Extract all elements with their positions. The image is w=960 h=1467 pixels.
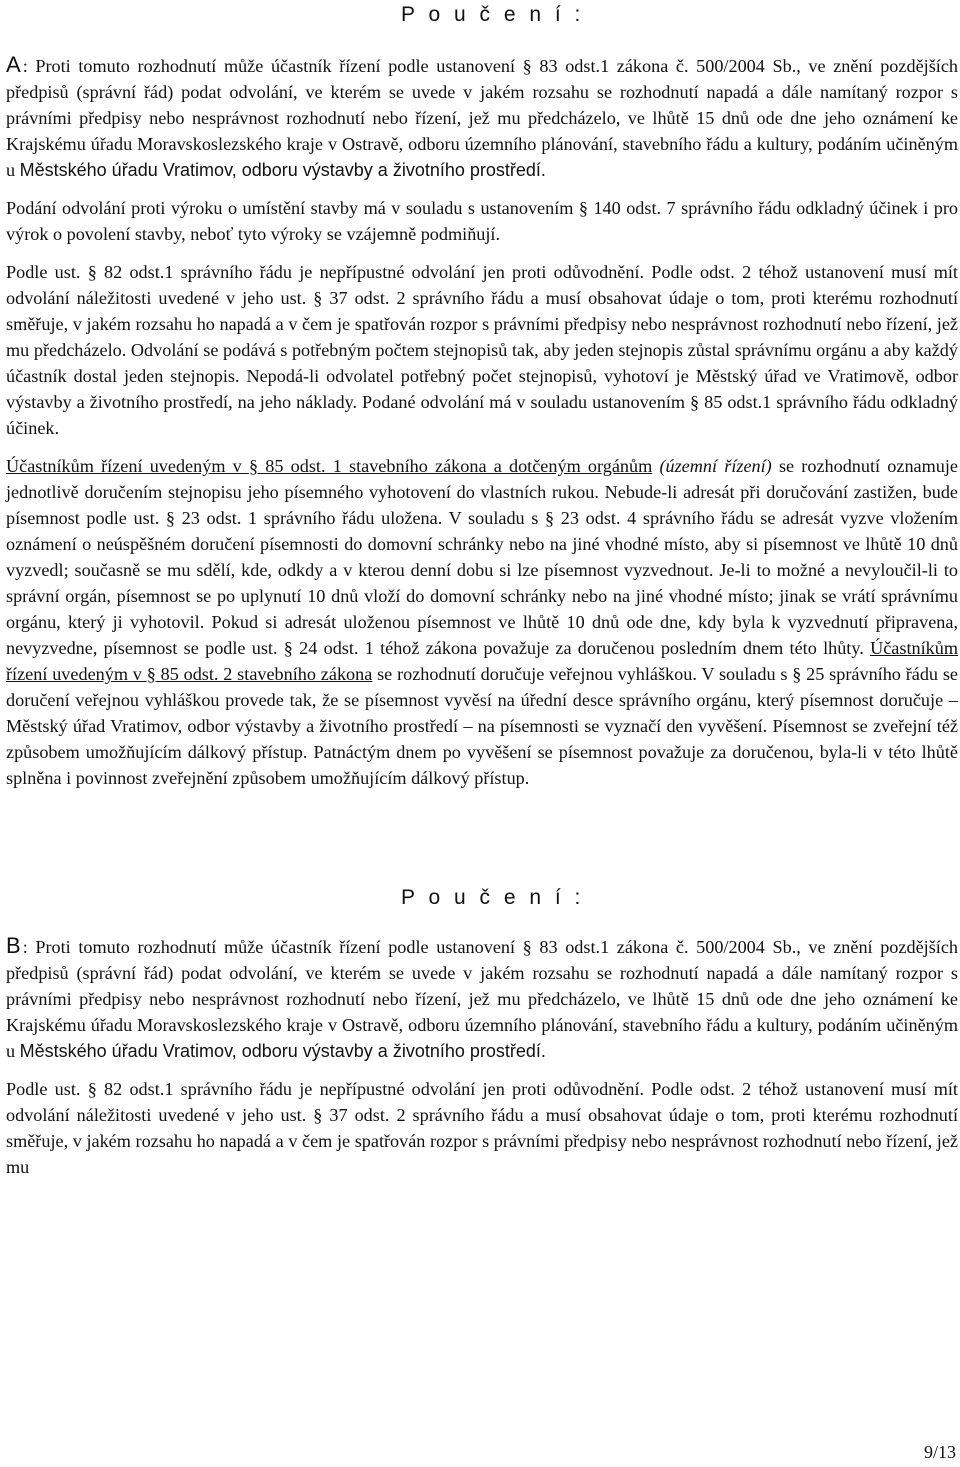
- section-a-appeal-requirements-paragraph: Podle ust. § 82 odst.1 správního řádu je nepřípustné odvolání jen proti odůvodnění. Podle odst. 2 téhož ustanovení musí mít odvolání náležitosti uvedené v jeho ust. § 37 odst. 2 správního řádu a musí obsahovat údaje o tom, proti kterému rozhodnutí směřuje, v jakém rozsahu ho napadá a v čem je spatřován rozpor s právními předpisy nebo nesprávnost rozhodnutí nebo řízení, jež mu předcházelo. Odvolání se podává s potřebným počtem stejnopisů tak, aby jeden stejnopis zůstal správnímu orgánu a aby každý účastník dostal jeden stejnopis. Nepodá-li odvolatel potřebný počet stejnopisů, vyhotoví je Městský úřad ve Vratimově, odbor výstavby a životního prostředí, na jeho náklady. Podané odvolání má v souladu ustanovením § 85 odst.1 správního řádu odkladný účinek.: [6, 262, 958, 438]
- document-page: [6, 0, 958, 1180]
- section-a-public-notice-text: se rozhodnutí doručuje veřejnou vyhláškou. V souladu s § 25 správního řádu se doručení veřejnou vyhláškou provede tak, že se písemnost vyvěsí na úřední desce správního orgánu, který písemnost doručuje – Městský úřad Vratimov, odbor výstavby a životního prostředí – na písemnosti se vyznačí den vyvěšení. Písemnost se zveřejní též způsobem umožňujícím dálkový přístup. Patnáctým dnem po vyvěšení se písemnost považuje za doručenou, byla-li v této lhůtě splněna i povinnost zveřejnění způsobem umožňujícím dálkový přístup.: [6, 664, 958, 788]
- section-a-delivery-paragraph: [6, 453, 958, 791]
- section-b-appeal-text: : Proti tomuto rozhodnutí může účastník řízení podle ustanovení § 83 odst.1 zákona č. 500/2004 Sb., ve znění pozdějších předpisů (správní řád) podat odvolání, ve kterém se uvede v jakém rozsahu se rozhodnutí napadá a dále namítaný rozpor s právními předpisy nebo nesprávnost rozhodnutí nebo řízení, jež mu předcházelo, ve lhůtě 15 dnů ode dne jeho oznámení ke Krajskému úřadu Moravskoslezského kraje v Ostravě, odboru územního plánování, stavebního řádu a kultury, podáním učiněným u: [6, 937, 958, 1061]
- section-b-appeal-requirements-paragraph: Podle ust. § 82 odst.1 správního řádu je nepřípustné odvolání jen proti odůvodnění. Podle odst. 2 téhož ustanovení musí mít odvolání náležitosti uvedené v jeho ust. § 37 odst. 2 správního řádu a musí obsahovat údaje o tom, proti kterému rozhodnutí směřuje, v jakém rozsahu ho napadá a v čem je spatřován rozpor s právními předpisy nebo nesprávnost rozhodnutí nebo řízení, jež mu: [6, 1079, 958, 1177]
- section-a-proceeding-type: (územní řízení): [659, 456, 772, 476]
- section-a-appeal-paragraph: [6, 52, 958, 183]
- section-b-office-name: Městského úřadu Vratimov, odboru výstavby a životního prostředí.: [19, 1041, 546, 1061]
- section-a-letter: A: [6, 52, 21, 77]
- section-b-letter: B: [6, 933, 21, 958]
- section-b-heading: P o u č e n í :: [401, 886, 585, 909]
- section-a-participants-85-1: Účastníkům řízení uvedeným v § 85 odst. 1 stavebního zákona a dotčeným orgánům: [6, 456, 653, 476]
- section-a-appeal-text: : Proti tomuto rozhodnutí může účastník řízení podle ustanovení § 83 odst.1 zákona č. 500/2004 Sb., ve znění pozdějších předpisů (správní řád) podat odvolání, ve kterém se uvede v jakém rozsahu se rozhodnutí napadá a dále namítaný rozpor s právními předpisy nebo nesprávnost rozhodnutí nebo řízení, jež mu předcházelo, ve lhůtě 15 dnů ode dne jeho oznámení ke Krajskému úřadu Moravskoslezského kraje v Ostravě, odboru územního plánování, stavebního řádu a kultury, podáním učiněným u: [6, 56, 958, 180]
- section-a-office-name: Městského úřadu Vratimov, odboru výstavby a životního prostředí.: [19, 160, 546, 180]
- page-number: 9/13: [923, 1442, 956, 1462]
- section-a-participants-85-2: Účastníkům řízení uvedeným v § 85 odst. 2 stavebního zákona: [6, 638, 958, 684]
- section-a-suspensive-effect-paragraph: Podání odvolání proti výroku o umístění stavby má v souladu s ustanovením § 140 odst. 7 správního řádu odkladný účinek i pro výrok o povolení stavby, neboť tyto výroky se vzájemně podmiňují.: [6, 198, 958, 244]
- section-a-delivery-text: se rozhodnutí oznamuje jednotlivě doručením stejnopisu jeho písemného vyhotovení do vlastních rukou. Nebude-li adresát při doručování zastižen, bude písemnost podle ust. § 23 odst. 1 správního řádu uložena. V souladu s § 23 odst. 4 správního řádu se adresát vyzve vložením oznámení o neúspěšném doručení písemnosti do domovní schránky nebo na jiné vhodné místo, aby si písemnost ve lhůtě 10 dnů vyzvedl; současně se mu sdělí, kde, odkdy a v kterou denní dobu si lze písemnost vyzvednout. Je-li to možné a nevyloučil-li to správní orgán, písemnost se po uplynutí 10 dnů vloží do domovní schránky nebo na jiné vhodné místo; jinak se vrátí správnímu orgánu, který ji vyhotovil. Pokud si adresát uloženou písemnost ve lhůtě 10 dnů ode dne, kdy byla k vyzvednutí připravena, nevyzvedne, písemnost se podle ust. § 24 odst. 1 téhož zákona považuje za doručenou posledním dnem této lhůty.: [6, 456, 958, 658]
- section-a-heading: P o u č e n í :: [401, 3, 585, 26]
- section-b-appeal-paragraph: [6, 933, 958, 1064]
